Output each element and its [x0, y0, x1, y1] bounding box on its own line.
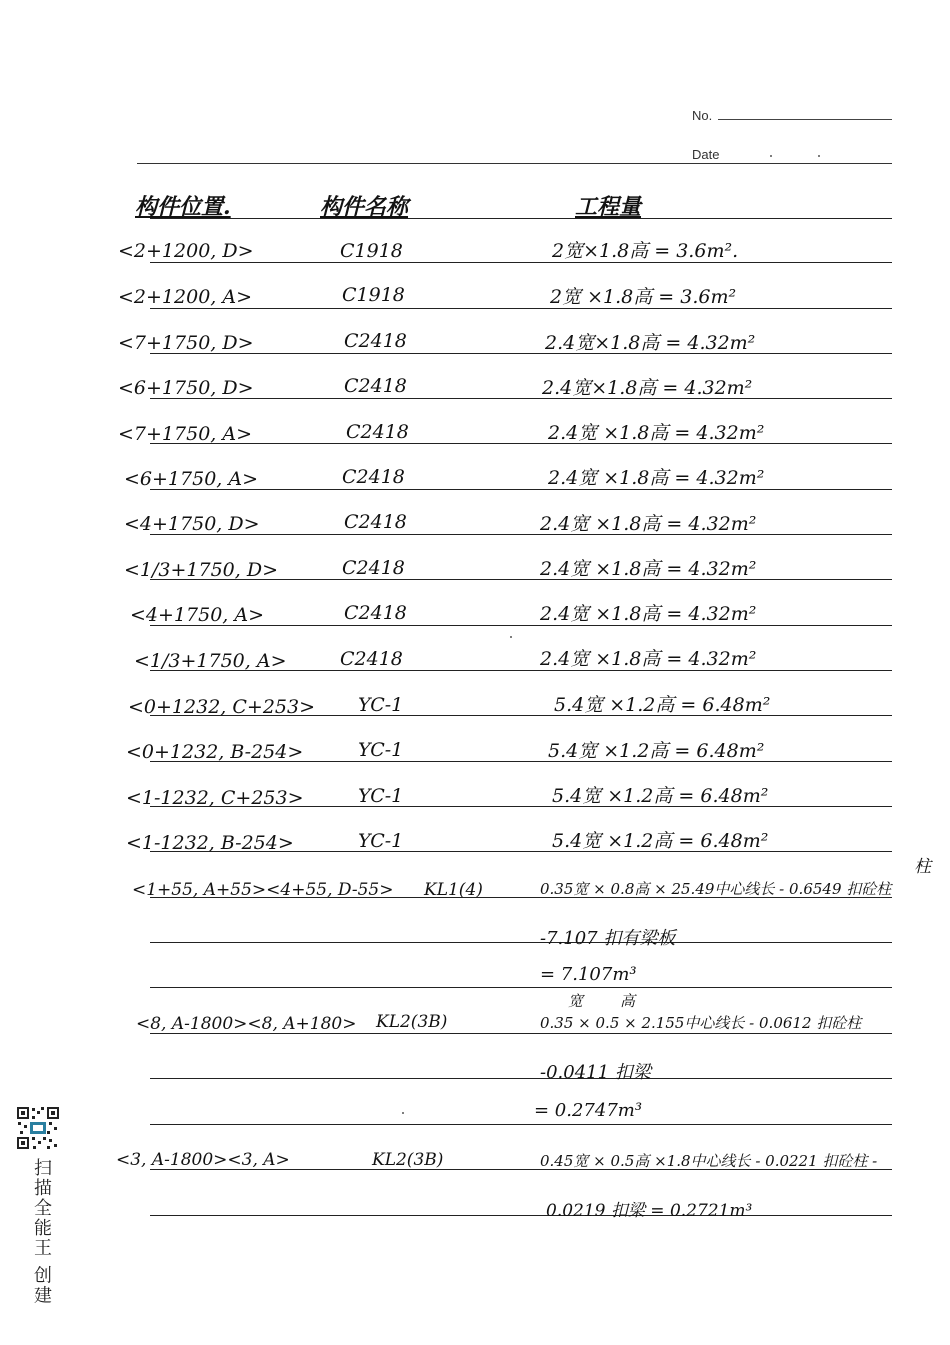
row-quantity: 2.4宽 ×1.8高 = 4.32m²	[540, 513, 757, 535]
row-position: <4+1750, D>	[124, 513, 260, 535]
row-position: <6+1750, A>	[124, 468, 259, 490]
beam-label-high: 高	[620, 992, 636, 1010]
date-label: Date	[692, 147, 720, 162]
row-quantity: 2.4宽 ×1.8高 = 4.32m²	[548, 467, 765, 489]
row-name: YC-1	[358, 785, 404, 807]
no-label: No.	[692, 108, 713, 123]
beam-calc-line: = 7.107m³	[540, 964, 637, 985]
beam-position: <1+55, A+55><4+55, D-55>	[132, 880, 394, 900]
row-quantity: 2宽×1.8高 = 3.6m².	[552, 240, 739, 262]
beam-calc-line: -7.107 扣有梁板	[540, 928, 676, 949]
beam-calc-line: 0.45宽 × 0.5高 ×1.8中心线长 - 0.0221 扣砼柱 -	[540, 1152, 878, 1170]
row-name: C1918	[342, 284, 405, 306]
row-position: <2+1200, D>	[118, 240, 254, 262]
ruled-line	[150, 1078, 892, 1079]
scan-speck	[510, 636, 512, 638]
scan-speck	[402, 1112, 404, 1114]
beam-calc-line: 0.35 × 0.5 × 2.155中心线长 - 0.0612 扣砼柱	[540, 1014, 862, 1032]
row-position: <4+1750, A>	[130, 604, 265, 626]
column-heading-quantity: 工程量	[575, 194, 642, 220]
row-name: C2418	[344, 330, 407, 352]
ruled-line	[150, 987, 892, 988]
row-quantity: 2.4宽 ×1.8高 = 4.32m²	[540, 558, 757, 580]
row-quantity: 5.4宽 ×1.2高 = 6.48m²	[548, 740, 765, 762]
ruled-line	[150, 353, 892, 354]
row-name: C2418	[344, 602, 407, 624]
column-heading-position: 构件位置.	[135, 194, 231, 220]
beam-position: <8, A-1800><8, A+180>	[136, 1014, 357, 1034]
row-position: <7+1750, A>	[118, 423, 253, 445]
beam-position: <3, A-1800><3, A>	[116, 1150, 290, 1170]
ruled-line	[150, 1124, 892, 1125]
row-position: <7+1750, D>	[118, 332, 254, 354]
beam-label-wide: 宽	[568, 992, 584, 1010]
row-quantity: 2.4宽 ×1.8高 = 4.32m²	[548, 422, 765, 444]
row-quantity: 2宽 ×1.8高 = 3.6m²	[550, 286, 737, 308]
no-line	[718, 119, 892, 120]
date-dot	[818, 155, 820, 157]
row-name: C2418	[342, 557, 405, 579]
row-name: C2418	[344, 375, 407, 397]
row-quantity: 5.4宽 ×1.2高 = 6.48m²	[552, 785, 769, 807]
row-position: <1/3+1750, A>	[134, 650, 287, 672]
row-quantity: 2.4宽×1.8高 = 4.32m²	[542, 377, 753, 399]
qr-code-icon	[16, 1106, 60, 1150]
row-quantity: 2.4宽 ×1.8高 = 4.32m²	[540, 648, 757, 670]
row-name: YC-1	[358, 830, 404, 852]
row-quantity: 2.4宽×1.8高 = 4.32m²	[545, 332, 756, 354]
row-name: C2418	[340, 648, 403, 670]
beam-calc-line: 0.35宽 × 0.8高 × 25.49中心线长 - 0.6549 扣砼柱	[540, 880, 892, 898]
beam-margin-note: 柱	[914, 857, 931, 877]
ruled-line	[150, 218, 892, 219]
header-rule	[137, 163, 892, 164]
row-position: <0+1232, B-254>	[126, 741, 304, 763]
row-position: <6+1750, D>	[118, 377, 254, 399]
beam-name: KL2(3B)	[372, 1150, 444, 1170]
row-position: <1/3+1750, D>	[124, 559, 279, 581]
ruled-line	[150, 398, 892, 399]
row-position: <2+1200, A>	[118, 286, 253, 308]
row-name: C2418	[342, 466, 405, 488]
ruled-line	[150, 1215, 892, 1216]
beam-calc-line: = 0.2747m³	[534, 1100, 643, 1121]
row-name: C2418	[346, 421, 409, 443]
row-name: C1918	[340, 240, 403, 262]
scanner-watermark: 扫描全能王 创建	[31, 1158, 52, 1306]
row-position: <0+1232, C+253>	[128, 696, 316, 718]
beam-calc-line: 0.0219 扣梁 = 0.2721m³	[546, 1201, 753, 1221]
ruled-line	[150, 942, 892, 943]
ruled-line	[150, 443, 892, 444]
beam-calc-line: -0.0411 扣梁	[540, 1062, 651, 1083]
row-position: <1-1232, B-254>	[126, 832, 294, 854]
row-quantity: 5.4宽 ×1.2高 = 6.48m²	[554, 694, 771, 716]
ruled-line	[150, 534, 892, 535]
row-name: YC-1	[358, 739, 404, 761]
row-name: C2418	[344, 511, 407, 533]
beam-name: KL2(3B)	[376, 1012, 448, 1032]
ruled-line	[150, 489, 892, 490]
row-name: YC-1	[358, 694, 404, 716]
ruled-line	[150, 308, 892, 309]
column-heading-name: 构件名称	[320, 194, 409, 220]
row-quantity: 2.4宽 ×1.8高 = 4.32m²	[540, 603, 757, 625]
row-position: <1-1232, C+253>	[126, 787, 304, 809]
date-dot	[770, 155, 772, 157]
row-quantity: 5.4宽 ×1.2高 = 6.48m²	[552, 830, 769, 852]
ruled-line	[150, 262, 892, 263]
beam-name: KL1(4)	[424, 880, 483, 900]
